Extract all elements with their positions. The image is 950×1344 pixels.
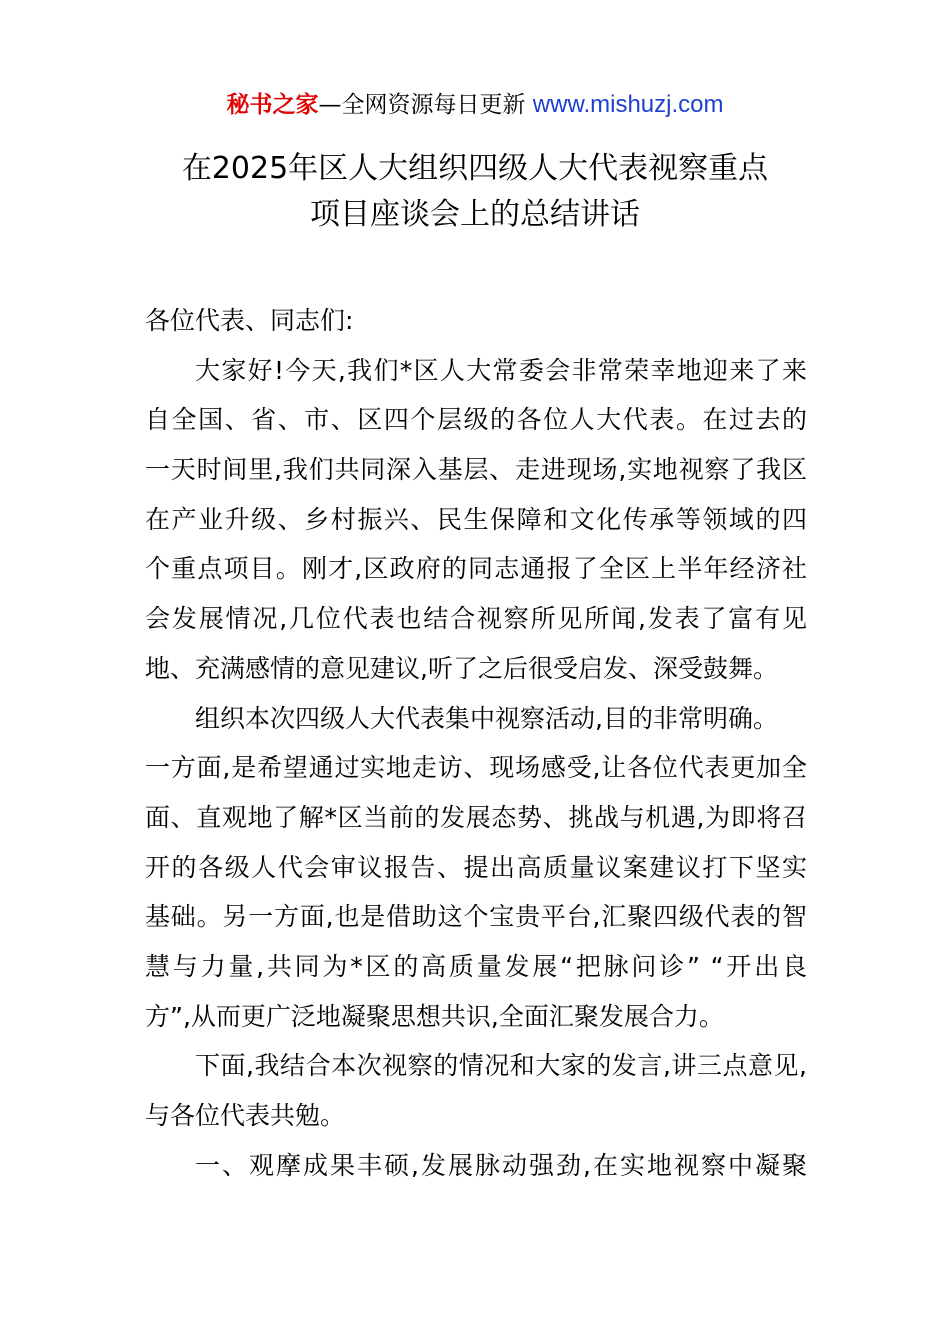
salutation: 各位代表、同志们: bbox=[145, 306, 354, 335]
paragraph-line: 与各位代表共勉。 bbox=[145, 1101, 346, 1130]
paragraph-line: 开的各级人代会审议报告、提出高质量议案建议打下坚实 bbox=[145, 852, 807, 882]
paragraph-line: 下面,我结合本次视察的情况和大家的发言,讲三点意见, bbox=[195, 1051, 807, 1081]
paragraph-line: 大家好!今天,我们*区人大常委会非常荣幸地迎来了来 bbox=[195, 355, 807, 385]
document-body bbox=[145, 296, 807, 1190]
paragraph-line: 面、直观地了解*区当前的发展态势、挑战与机遇,为即将召 bbox=[145, 802, 807, 832]
paragraph-line: 自全国、省、市、区四个层级的各位人大代表。在过去的 bbox=[145, 405, 807, 435]
site-brand: 秘书之家 bbox=[226, 92, 319, 118]
section-heading: 一、观摩成果丰硕,发展脉动强劲,在实地视察中凝聚 bbox=[195, 1150, 807, 1180]
site-tagline: —全网资源每日更新 bbox=[318, 92, 533, 118]
paragraph-line: 基础。另一方面,也是借助这个宝贵平台,汇聚四级代表的智 bbox=[145, 902, 807, 932]
document-title bbox=[0, 146, 950, 238]
paragraph-line: 地、充满感情的意见建议,听了之后很受启发、深受鼓舞。 bbox=[145, 653, 778, 683]
title-line-1: 在2025年区人大组织四级人大代表视察重点 bbox=[181, 151, 769, 186]
title-line-2: 项目座谈会上的总结讲话 bbox=[310, 197, 640, 232]
paragraph-line: 组织本次四级人大代表集中视察活动,目的非常明确。 bbox=[195, 703, 778, 733]
paragraph-line: 一天时间里,我们共同深入基层、走进现场,实地视察了我区 bbox=[145, 455, 807, 485]
site-url-link[interactable]: www.mishuzj.com bbox=[532, 91, 724, 118]
paragraph-line: 慧与力量,共同为*区的高质量发展“把脉问诊” “开出良 bbox=[145, 951, 807, 981]
paragraph-line: 方”,从而更广泛地凝聚思想共识,全面汇聚发展合力。 bbox=[145, 1001, 724, 1031]
paragraph-line: 一方面,是希望通过实地走访、现场感受,让各位代表更加全 bbox=[145, 753, 807, 783]
paragraph-line: 个重点项目。刚才,区政府的同志通报了全区上半年经济社 bbox=[145, 554, 807, 584]
paragraph-line: 会发展情况,几位代表也结合视察所见所闻,发表了富有见 bbox=[145, 604, 807, 634]
paragraph-line: 在产业升级、乡村振兴、民生保障和文化传承等领域的四 bbox=[145, 504, 807, 534]
site-banner bbox=[0, 88, 950, 122]
